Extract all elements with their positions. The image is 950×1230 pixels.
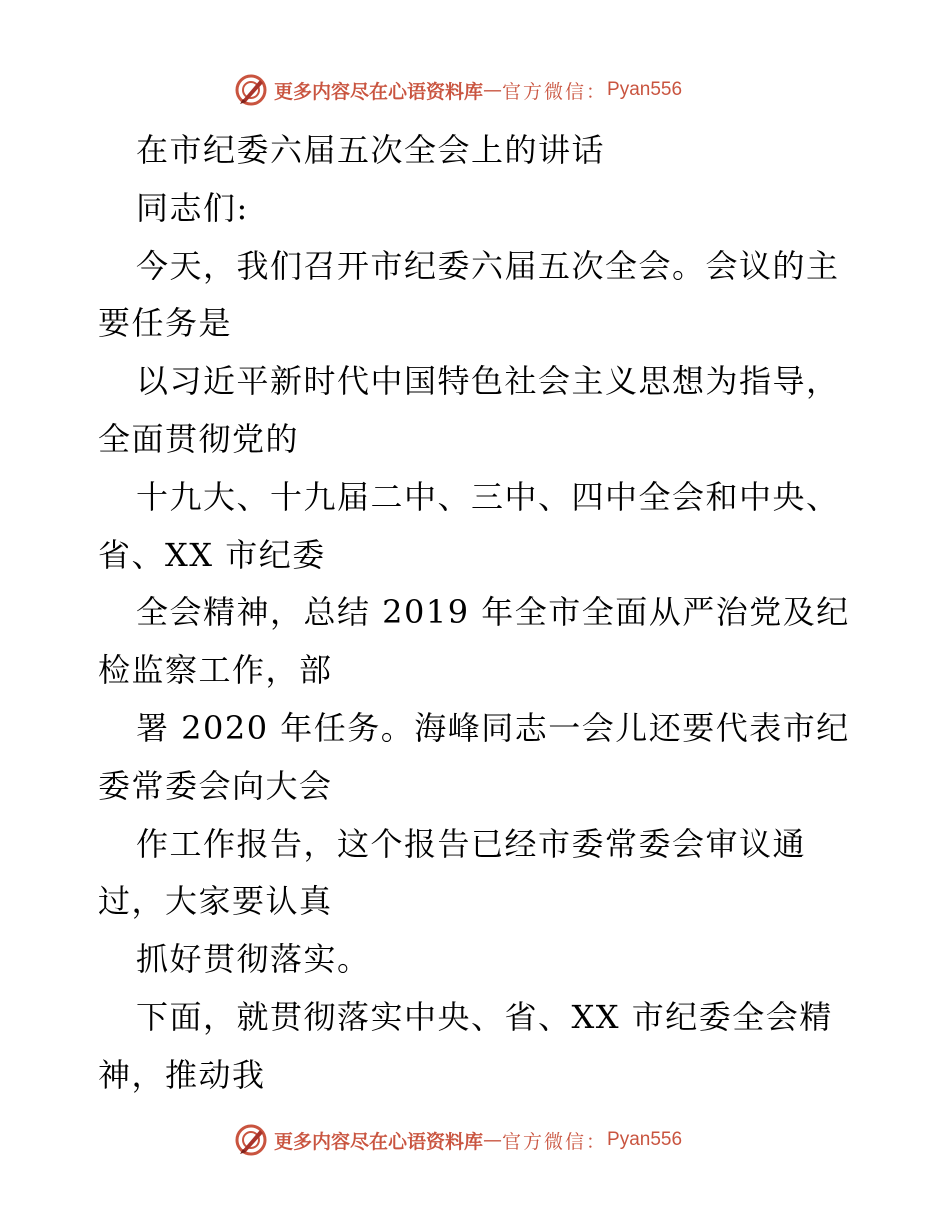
pen-logo-icon bbox=[234, 73, 268, 107]
paragraph-line: 署 2020 年任务。海峰同志一会儿还要代表市纪 bbox=[136, 708, 850, 747]
paragraph-line: 全面贯彻党的 bbox=[98, 419, 300, 458]
paragraph-line: 全会精神，总结 2019 年全市全面从严治党及纪 bbox=[136, 593, 850, 632]
paragraph-line: 抓好贯彻落实。 bbox=[136, 940, 371, 979]
paragraph-line: 检监察工作，部 bbox=[98, 651, 333, 690]
watermark-separator: — bbox=[483, 1129, 503, 1151]
paragraph-line: 要任务是 bbox=[98, 304, 233, 343]
footer-watermark bbox=[234, 1122, 682, 1158]
watermark-label: 官方微信： bbox=[502, 80, 608, 103]
watermark-main-text: 更多内容尽在心语资料库 bbox=[274, 80, 484, 103]
paragraph-line: 过，大家要认真 bbox=[98, 882, 333, 921]
paragraph-line: 作工作报告，这个报告已经市委常委会审议通 bbox=[136, 824, 807, 863]
paragraph-line: 以习近平新时代中国特色社会主义思想为指导， bbox=[136, 362, 840, 401]
watermark-separator: — bbox=[483, 79, 503, 101]
pen-logo-icon bbox=[234, 1123, 268, 1157]
document-body bbox=[98, 122, 868, 1105]
paragraph-line: 下面，就贯彻落实中央、省、XX 市纪委全会精 bbox=[136, 997, 833, 1036]
paragraph-line: 今天，我们召开市纪委六届五次全会。会议的主 bbox=[136, 246, 840, 285]
watermark-id: Pyan556 bbox=[607, 79, 683, 100]
document-title: 在市纪委六届五次全会上的讲话 bbox=[136, 131, 606, 169]
paragraph-line: 省、XX 市纪委 bbox=[98, 535, 326, 574]
header-watermark bbox=[234, 72, 682, 108]
salutation: 同志们: bbox=[136, 188, 249, 227]
watermark-label: 官方微信： bbox=[502, 1130, 608, 1153]
paragraph-line: 十九大、十九届二中、三中、四中全会和中央、 bbox=[136, 477, 840, 516]
watermark-main-text: 更多内容尽在心语资料库 bbox=[274, 1130, 484, 1153]
paragraph-line: 委常委会向大会 bbox=[98, 766, 333, 805]
paragraph-line: 神，推动我 bbox=[98, 1055, 266, 1094]
watermark-id: Pyan556 bbox=[607, 1129, 683, 1150]
